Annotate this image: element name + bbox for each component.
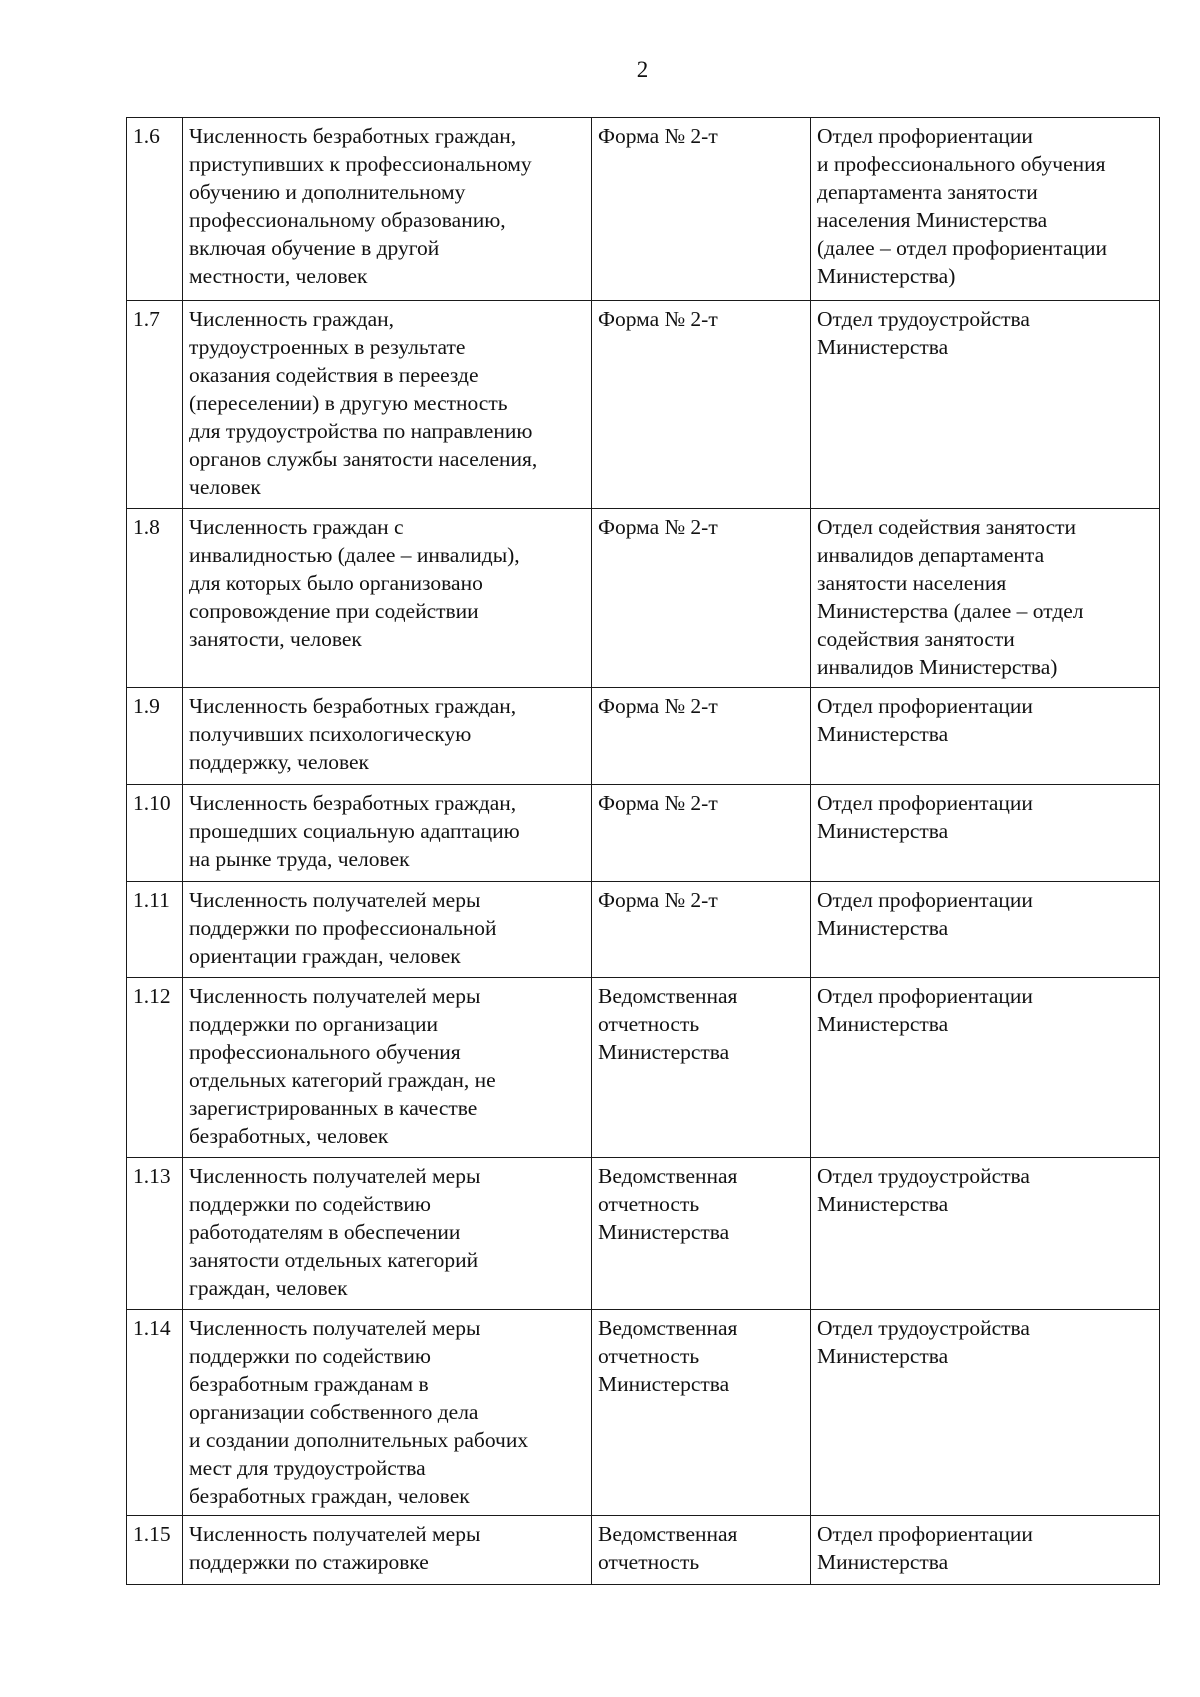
row-number: 1.15	[127, 1516, 183, 1585]
indicator-cell: Численность безработных граждан, получивших психологическую поддержку, человек	[183, 688, 592, 785]
source-cell: Ведомственная отчетность Министерства	[592, 1158, 811, 1310]
page-number: 2	[636, 57, 649, 82]
responsible-cell: Отдел трудоустройства Министерства	[811, 301, 1160, 509]
source-cell: Ведомственная отчетность Министерства	[592, 1310, 811, 1516]
table-row	[127, 882, 1160, 978]
row-number: 1.9	[127, 688, 183, 785]
row-number: 1.11	[127, 882, 183, 978]
responsible-cell: Отдел профориентации Министерства	[811, 882, 1160, 978]
responsible-cell: Отдел профориентации и профессионального обучения департамента занятости населения Министерства (далее – отдел профориентации Министерства)	[811, 118, 1160, 301]
table-row	[127, 978, 1160, 1158]
row-number: 1.14	[127, 1310, 183, 1516]
responsible-cell: Отдел трудоустройства Министерства	[811, 1310, 1160, 1516]
row-number: 1.10	[127, 785, 183, 882]
indicator-cell: Численность получателей меры поддержки по организации профессионального обучения отдельных категорий граждан, не зарегистрированных в качестве безработных, человек	[183, 978, 592, 1158]
indicators-table	[126, 117, 1160, 1585]
table-row	[127, 1310, 1160, 1516]
source-cell: Форма № 2-т	[592, 785, 811, 882]
responsible-cell: Отдел содействия занятости инвалидов департамента занятости населения Министерства (далее – отдел содействия занятости инвалидов Министерства)	[811, 509, 1160, 688]
row-number: 1.13	[127, 1158, 183, 1310]
source-cell: Ведомственная отчетность	[592, 1516, 811, 1585]
table-row	[127, 1158, 1160, 1310]
row-number: 1.6	[127, 118, 183, 301]
source-cell: Форма № 2-т	[592, 882, 811, 978]
table-row	[127, 1516, 1160, 1585]
source-cell: Форма № 2-т	[592, 118, 811, 301]
source-cell: Ведомственная отчетность Министерства	[592, 978, 811, 1158]
responsible-cell: Отдел профориентации Министерства	[811, 785, 1160, 882]
table-row	[127, 301, 1160, 509]
indicator-cell: Численность получателей меры поддержки по стажировке	[183, 1516, 592, 1585]
responsible-cell: Отдел профориентации Министерства	[811, 688, 1160, 785]
indicator-cell: Численность получателей меры поддержки по профессиональной ориентации граждан, человек	[183, 882, 592, 978]
source-cell: Форма № 2-т	[592, 301, 811, 509]
table-row	[127, 785, 1160, 882]
table-row	[127, 688, 1160, 785]
responsible-cell: Отдел трудоустройства Министерства	[811, 1158, 1160, 1310]
row-number: 1.8	[127, 509, 183, 688]
row-number: 1.7	[127, 301, 183, 509]
table-row	[127, 509, 1160, 688]
responsible-cell: Отдел профориентации Министерства	[811, 1516, 1160, 1585]
indicator-cell: Численность получателей меры поддержки по содействию безработным гражданам в организации собственного дела и создании дополнительных рабочих мест для трудоустройства безработных граждан, человек	[183, 1310, 592, 1516]
indicator-cell: Численность граждан с инвалидностью (далее – инвалиды), для которых было организовано сопровождение при содействии занятости, человек	[183, 509, 592, 688]
table-row	[127, 118, 1160, 301]
indicator-cell: Численность граждан, трудоустроенных в результате оказания содействия в переезде (переселении) в другую местность для трудоустройства по направлению органов службы занятости населения, человек	[183, 301, 592, 509]
source-cell: Форма № 2-т	[592, 509, 811, 688]
responsible-cell: Отдел профориентации Министерства	[811, 978, 1160, 1158]
row-number: 1.12	[127, 978, 183, 1158]
indicator-cell: Численность безработных граждан, прошедших социальную адаптацию на рынке труда, человек	[183, 785, 592, 882]
source-cell: Форма № 2-т	[592, 688, 811, 785]
indicator-cell: Численность получателей меры поддержки по содействию работодателям в обеспечении занятости отдельных категорий граждан, человек	[183, 1158, 592, 1310]
indicator-cell: Численность безработных граждан, приступивших к профессиональному обучению и дополнительному профессиональному образованию, включая обучение в другой местности, человек	[183, 118, 592, 301]
